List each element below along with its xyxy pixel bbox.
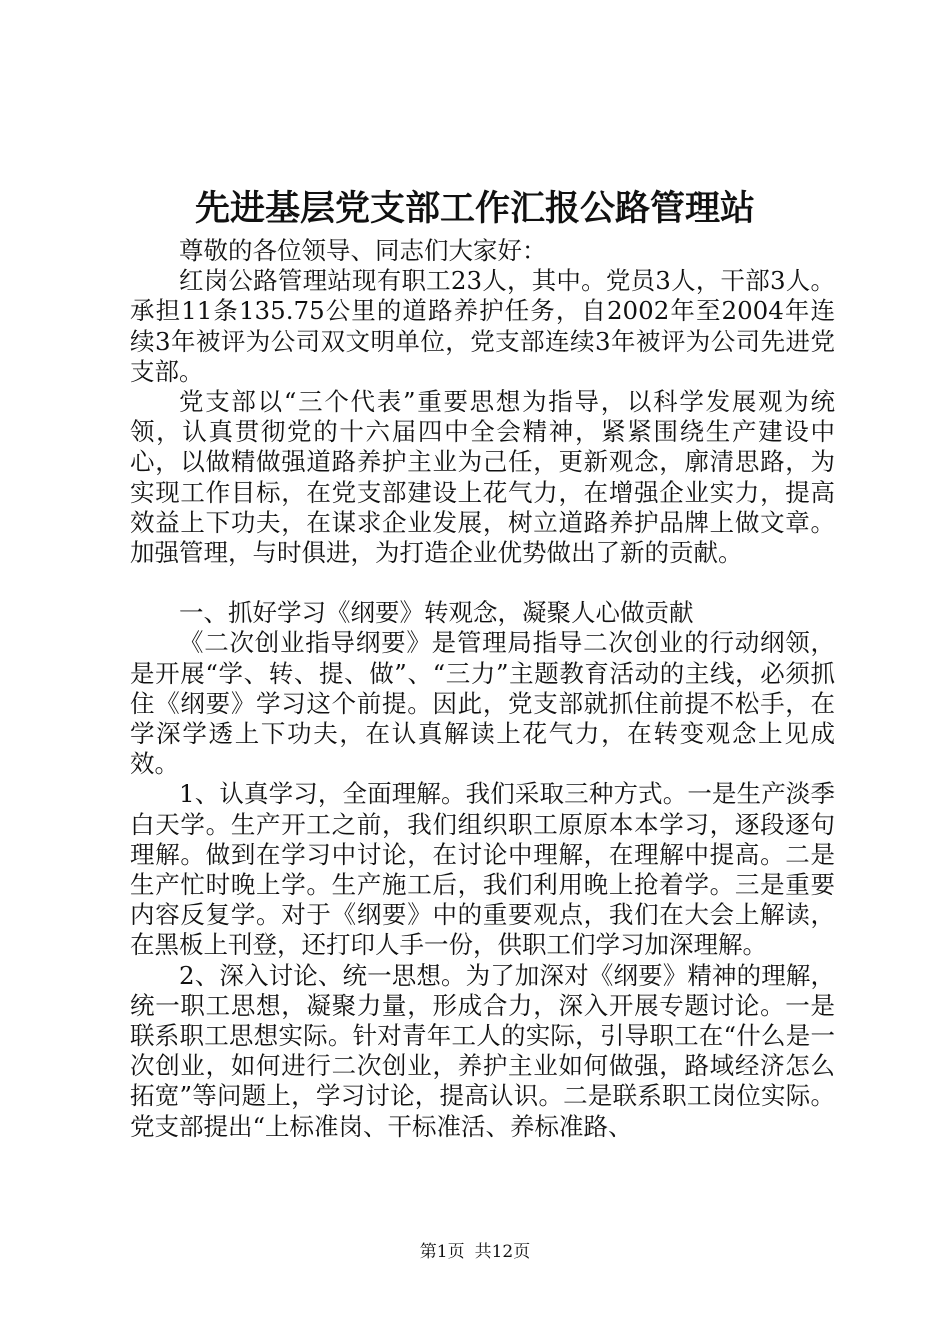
section-heading-1: 一、抓好学习《纲要》转观念，凝聚人心做贡献	[179, 598, 694, 628]
paragraph-intro: 红岗公路管理站现有职工23人，其中。党员3人，干部3人。承担11条135.75公里的道路养护任务，自2002年至2004年连续3年被评为公司双文明单位，党支部连续3年被评为公司先进党支部。	[130, 266, 835, 386]
paragraph-outline-study: 《二次创业指导纲要》是管理局指导二次创业的行动纲领，是开展“学、转、提、做”、“三力”主题教育活动的主线，必须抓住《纲要》学习这个前提。因此，党支部就抓住前提不松手，在学深学透上下功夫，在认真解读上花气力，在转变观念上见成效。	[130, 628, 835, 779]
paragraph-guiding-principles: 党支部以“三个代表”重要思想为指导，以科学发展观为统领，认真贯彻党的十六届四中全会精神，紧紧围绕生产建设中心，以做精做强道路养护主业为己任，更新观念，廓清思路，为实现工作目标，在党支部建设上花气力，在增强企业实力，提高效益上下功夫，在谋求企业发展，树立道路养护品牌上做文章。加强管理，与时俱进，为打造企业优势做出了新的贡献。	[130, 387, 835, 568]
page-footer	[0, 1240, 950, 1264]
paragraph-greeting: 尊敬的各位领导、同志们大家好：	[179, 236, 547, 265]
page-number: 第1页	[419, 1242, 465, 1262]
document-body	[130, 236, 835, 1142]
document-title: 先进基层党支部工作汇报公路管理站	[194, 188, 755, 229]
paragraph-item-2: 2、深入讨论、统一思想。为了加深对《纲要》精神的理解，统一职工思想，凝聚力量，形成合力，深入开展专题讨论。一是联系职工思想实际。针对青年工人的实际，引导职工在“什么是一次创业，如何进行二次创业，养护主业如何做强，路域经济怎么拓宽”等问题上，学习讨论，提高认识。二是联系职工岗位实际。党支部提出“上标准岗、干标准活、养标准路、	[130, 960, 835, 1141]
paragraph-item-1: 1、认真学习，全面理解。我们采取三种方式。一是生产淡季白天学。生产开工之前，我们组织职工原原本本学习，逐段逐句理解。做到在学习中讨论，在讨论中理解，在理解中提高。二是生产忙时晚上学。生产施工后，我们利用晚上抢着学。三是重要内容反复学。对于《纲要》中的重要观点，我们在大会上解读，在黑板上刊登，还打印人手一份，供职工们学习加深理解。	[130, 779, 835, 960]
page-total: 共12页	[474, 1242, 531, 1262]
